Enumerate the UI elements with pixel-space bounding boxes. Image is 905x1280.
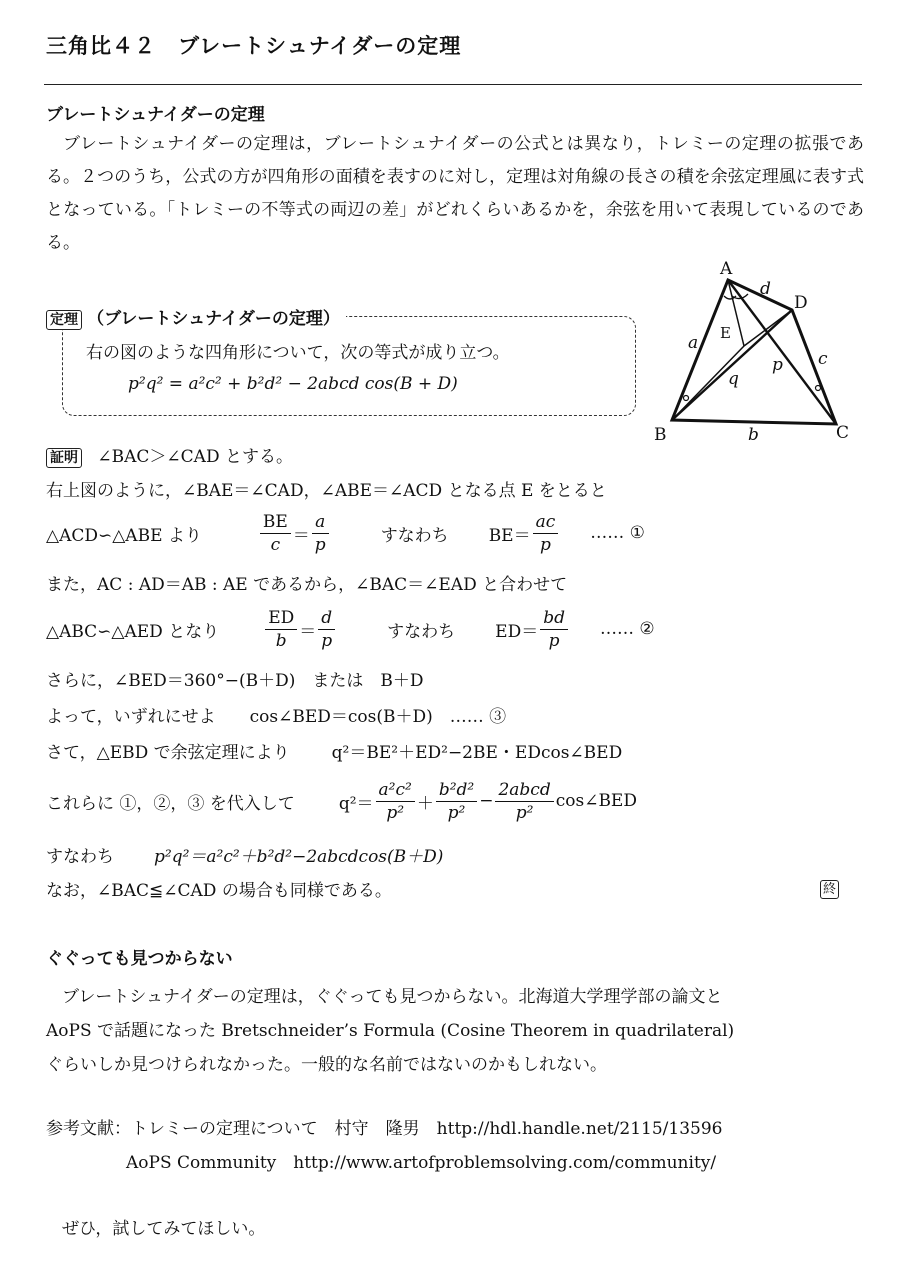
label-c: c <box>818 349 828 369</box>
label-C: C <box>836 423 850 443</box>
section2-line-1: ブレートシュナイダーの定理は，ぐぐっても見つからない。北海道大学理学部の論文と <box>62 987 723 1007</box>
title-rule <box>44 84 862 85</box>
label-b: b <box>748 425 759 445</box>
label-B: B <box>654 425 667 445</box>
quadrilateral-diagram <box>648 258 868 448</box>
fraction-ed-b: $\frac{ED}{b}$ <box>265 607 297 652</box>
proof-line-2: 右上図のように，∠BAE＝∠CAD，∠ABE＝∠ACD となる点 E をとると <box>46 481 607 501</box>
theorem-tag: 定理 <box>46 310 82 330</box>
label-a: a <box>688 333 699 353</box>
proof-line-4: また，AC : AD＝AB : AE であるから，∠BAC＝∠EAD と合わせて <box>46 575 568 595</box>
fraction-be-c: $\frac{BE}{c}$ <box>260 511 291 556</box>
label-A: A <box>720 259 733 279</box>
label-p: p <box>772 355 783 375</box>
section2-line-3: ぐらいしか見つけられなかった。一般的な名前ではないのかもしれない。 <box>46 1055 607 1075</box>
fraction-2abcd-p2: $\frac{\text{2abcd}}{\text{p²}}$ <box>495 779 553 824</box>
fraction-a2c2-p2: $\frac{\text{a²c²}}{\text{p²}}$ <box>376 779 415 824</box>
theorem-formula: p²q² = a²c² + b²d² − 2abcd cos(B + D) <box>128 374 458 394</box>
closing-line: ぜひ，試してみてほしい。 <box>62 1219 266 1239</box>
section1-paragraph: ブレートシュナイダーの定理は，ブレートシュナイダーの公式とは異なり，トレミーの定理の拡張である。２つのうち，公式の方が四角形の面積を表すのに対し，定理は対角線の長さの積を余弦定理風に表す式となっている。「トレミーの不等式の両辺の差」がどれくらいあるかを，余弦を用いて表現しているのである。 <box>46 134 864 253</box>
section2-heading: ぐぐっても見つからない <box>46 949 233 969</box>
label-D: D <box>794 293 808 313</box>
angle-mark-a2 <box>724 296 736 299</box>
fraction-a-p: $\frac{a}{p}$ <box>312 511 329 556</box>
theorem-statement: 右の図のような四角形について，次の等式が成り立つ。 <box>86 343 510 363</box>
fraction-ac-p: $\frac{ac}{p}$ <box>533 511 559 556</box>
page-title: 三角比４２ ブレートシュナイダーの定理 <box>46 34 462 58</box>
label-E: E <box>720 324 731 342</box>
fraction-d-p: $\frac{d}{p}$ <box>318 607 335 652</box>
proof-tag: 証明 <box>46 448 82 468</box>
label-d: d <box>760 279 771 299</box>
reference-1: 参考文献：トレミーの定理について 村守 隆男 http://hdl.handle.net/2115/13596 <box>46 1119 723 1139</box>
proof-line-5: △ABC∽△AED となり $\frac{ED}{b}$ ＝ $\frac{d}{p}$ すなわち ED＝ $\frac{bd}{p}$ …… ② <box>46 607 655 651</box>
angle-mark-c <box>816 386 821 391</box>
end-mark: 終 <box>820 878 839 899</box>
proof-line-10: すなわち p²q²＝a²c²＋b²d²−2abcdcos(B＋D) <box>46 847 444 867</box>
label-q: q <box>728 369 739 389</box>
proof-line-6: さらに，∠BED＝360°−(B＋D) または B＋D <box>46 671 424 691</box>
proof-line-8: さて，△EBD で余弦定理により q²＝BE²＋ED²−2BE・EDcos∠BED <box>46 743 623 763</box>
proof-line-9: これらに ①，②，③ を代入して q²＝ $\frac{\text{a²c²}}{\text{p²}}$ ＋ $\frac{\text{b²d²}}{\text{p²}}$ − $\frac{\text{2abcd}}{\text{p²}}$ cos∠BED <box>46 779 637 823</box>
section1-heading: ブレートシュナイダーの定理 <box>46 105 265 125</box>
proof-line-3: △ACD∽△ABE より $\frac{BE}{c}$ ＝ $\frac{a}{p}$ すなわち BE＝ $\frac{ac}{p}$ …… ① <box>46 511 645 555</box>
fraction-b2d2-p2: $\frac{\text{b²d²}}{\text{p²}}$ <box>436 779 477 824</box>
proof-line-11: なお，∠BAC≦∠CAD の場合も同様である。 <box>46 881 392 901</box>
section2-line-2: AoPS で話題になった Bretschneider’s Formula (Cosine Theorem in quadrilateral) <box>46 1021 735 1041</box>
theorem-name: （ブレートシュナイダーの定理） <box>87 309 340 329</box>
angle-mark-b <box>684 396 689 401</box>
theorem-header <box>46 304 346 330</box>
references-label: 参考文献： <box>46 1119 131 1139</box>
reference-2: AoPS Community http://www.artofproblemsolving.com/community/ <box>126 1153 717 1173</box>
segment-ed <box>744 310 792 346</box>
proof-line-7: よって，いずれにせよ cos∠BED＝cos(B＋D) …… ③ <box>46 707 507 727</box>
proof-line-1: 証明 ∠BAC＞∠CAD とする。 <box>46 442 293 468</box>
fraction-bd-p: $\frac{bd}{p}$ <box>540 607 568 652</box>
theorem-box <box>62 316 636 416</box>
